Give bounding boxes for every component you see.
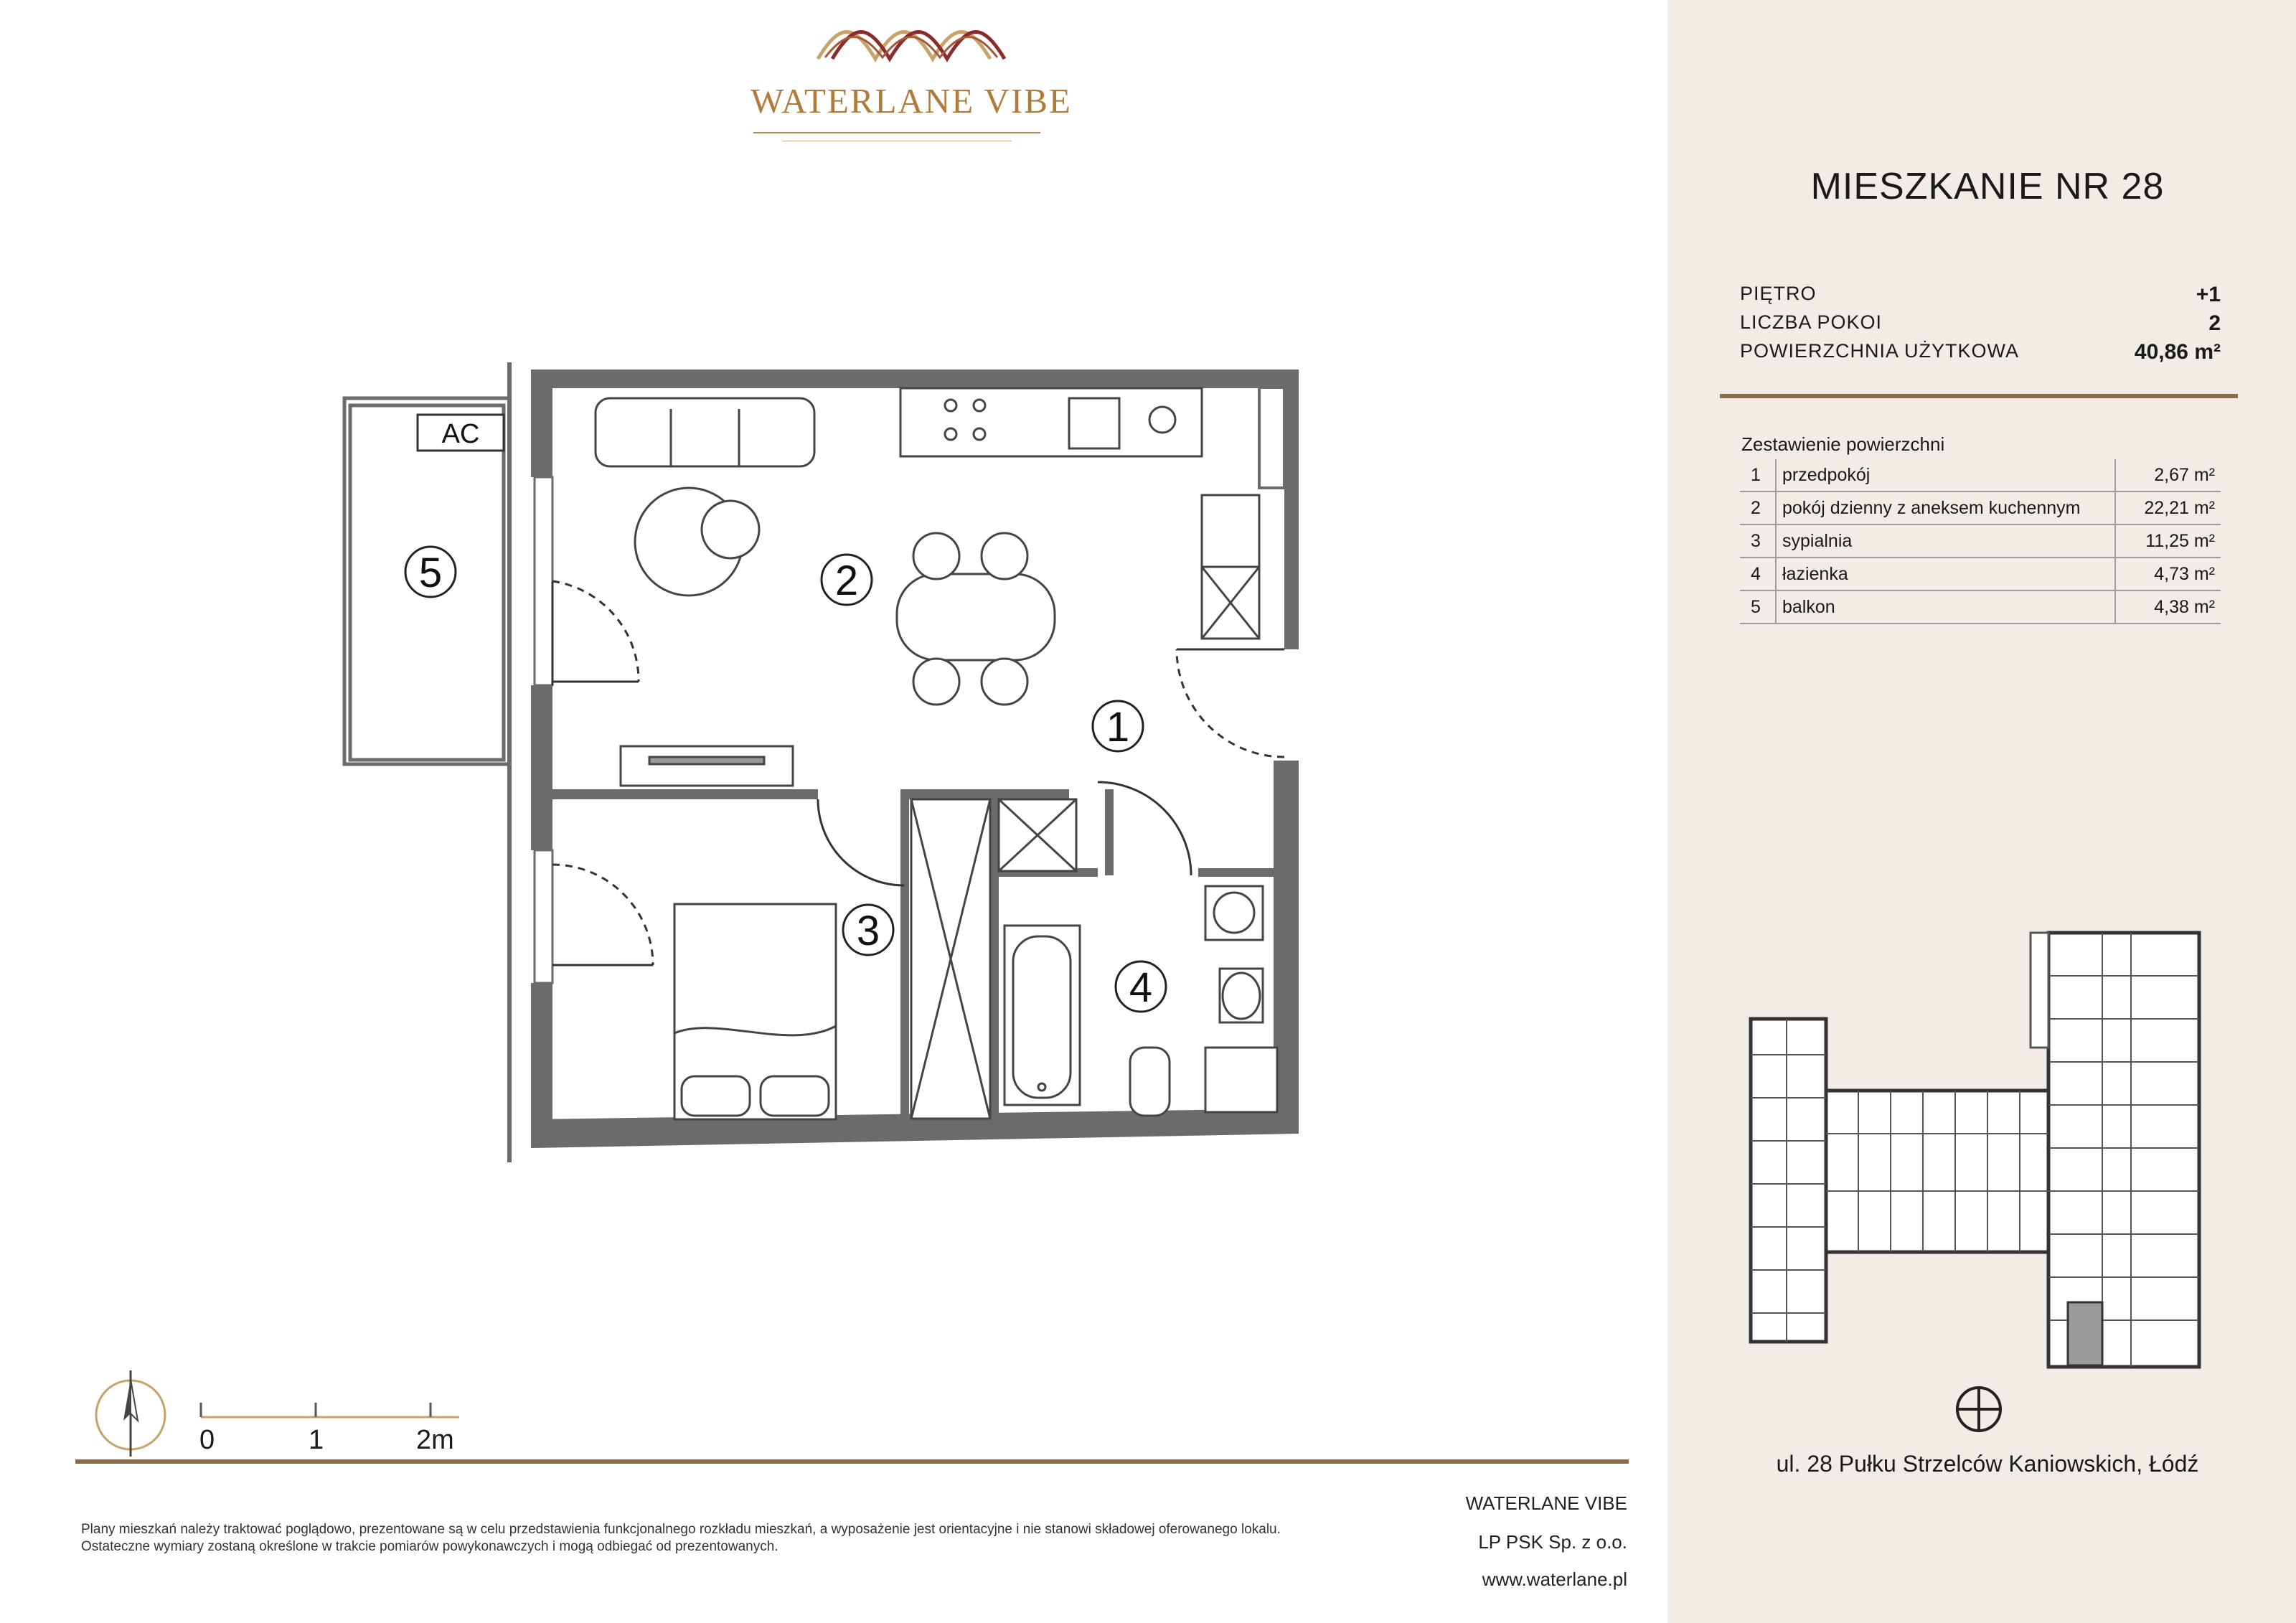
- room-area: 2,67 m²: [2115, 459, 2221, 491]
- room-number-5: 5: [418, 550, 443, 596]
- room-area: 4,38 m²: [2115, 591, 2221, 624]
- company-legal: LP PSK Sp. z o.o.: [1478, 1531, 1627, 1553]
- north-arrow-icon: [96, 1370, 165, 1457]
- room-area: 11,25 m²: [2115, 524, 2221, 558]
- room-no: 1: [1740, 459, 1776, 491]
- table-row: [1740, 524, 2221, 558]
- scale-label-1: 1: [309, 1425, 324, 1455]
- room-number-1: 1: [1106, 704, 1130, 751]
- room-name: przedpokój: [1776, 459, 2115, 491]
- info-divider: [1720, 394, 2238, 398]
- disclaimer-line-2: Ostateczne wymiary zostaną określone w trakcie pomiarów powykonawczych i mogą odbiegać od prezentowanych.: [81, 1539, 778, 1554]
- highlighted-apartment: [2068, 1302, 2102, 1365]
- floor-label: PIĘTRO: [1740, 283, 1817, 304]
- ac-label: AC: [441, 419, 480, 449]
- room-no: 3: [1740, 524, 1776, 558]
- room-area: 22,21 m²: [2115, 491, 2221, 524]
- area-table-title: Zestawienie powierzchni: [1741, 433, 1945, 455]
- area-value: 40,86 m²: [2134, 340, 2221, 364]
- building-site-plan: [1722, 926, 2224, 1370]
- room-name: balkon: [1776, 591, 2115, 624]
- floor-value: +1: [2196, 283, 2221, 306]
- company-name: WATERLANE VIBE: [1465, 1492, 1627, 1514]
- room-area: 4,73 m²: [2115, 558, 2221, 591]
- room-no: 4: [1740, 558, 1776, 591]
- disclaimer-line-1: Plany mieszkań należy traktować poglądowo, prezentowane są w celu przedstawienia funkcjonalnego rozkładu mieszkań, a wyposażenie jest orientacyjne i nie stanowi składowej oferowanego lokalu.: [81, 1522, 1281, 1537]
- table-row: [1740, 558, 2221, 591]
- disclaimer: [81, 1521, 1444, 1556]
- scale-label-0: 0: [199, 1425, 215, 1455]
- apartment-floor-plan: [309, 344, 1327, 1177]
- address: ul. 28 Pułku Strzelców Kaniowskich, Łódź: [1776, 1451, 2199, 1477]
- room-name: sypialnia: [1776, 524, 2115, 558]
- table-row: [1740, 591, 2221, 624]
- info-panel: [1667, 0, 2296, 1623]
- wave-logo-icon: [811, 16, 1012, 66]
- room-number-4: 4: [1129, 964, 1153, 1011]
- room-name: łazienka: [1776, 558, 2115, 591]
- table-row: [1740, 491, 2221, 524]
- company-website[interactable]: www.waterlane.pl: [1482, 1568, 1627, 1590]
- compass-icon: [1953, 1383, 2005, 1435]
- brand-logo-text: WATERLANE VIBE: [751, 81, 1072, 121]
- rooms-value: 2: [2208, 311, 2221, 335]
- rooms-label: LICZBA POKOI: [1740, 311, 1883, 333]
- room-no: 5: [1740, 591, 1776, 624]
- apartment-title: MIESZKANIE NR 28: [1810, 166, 2165, 207]
- room-name: pokój dzienny z aneksem kuchennym: [1776, 491, 2115, 524]
- room-number-3: 3: [856, 908, 880, 954]
- room-no: 2: [1740, 491, 1776, 524]
- scale-label-2m: 2m: [416, 1425, 454, 1455]
- area-label: POWIERZCHNIA UŻYTKOWA: [1740, 340, 2020, 362]
- area-table: [1740, 459, 2221, 624]
- logo-underline: [753, 132, 1040, 133]
- room-number-2: 2: [834, 558, 859, 604]
- table-row: [1740, 459, 2221, 491]
- footer-divider: [75, 1459, 1629, 1464]
